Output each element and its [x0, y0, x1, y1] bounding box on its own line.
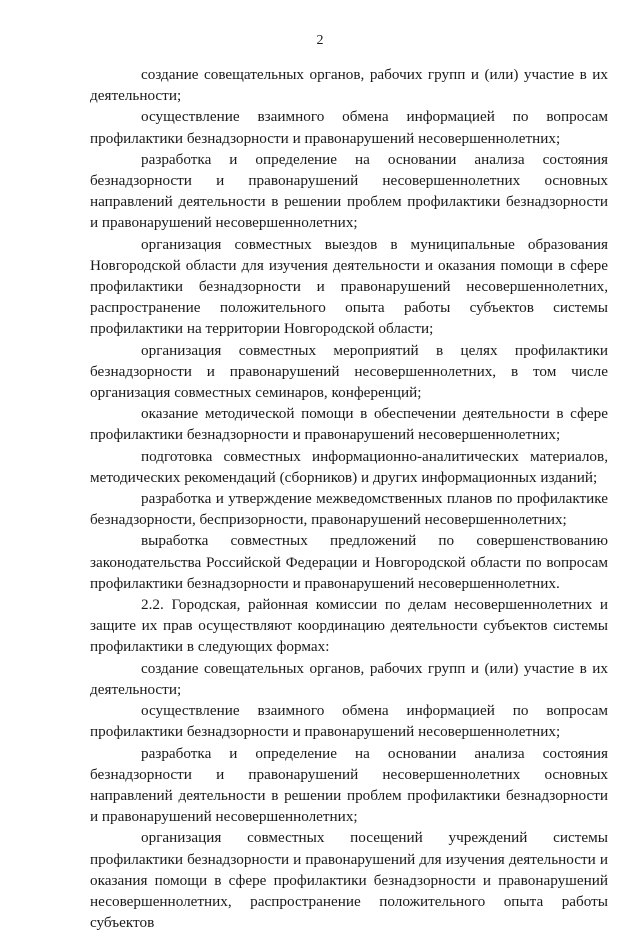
page-number: 2	[316, 33, 324, 48]
paragraph: разработка и определение на основании анализа состояния безнадзорности и правонарушений несовершеннолетних основных направлений деятельности в решении проблем профилактики безнадзорности и правонарушений несовершеннолетних;	[90, 150, 608, 232]
paragraph: осуществление взаимного обмена информацией по вопросам профилактики безнадзорности и правонарушений несовершеннолетних;	[90, 108, 608, 147]
paragraph: организация совместных выездов в муниципальные образования Новгородской области для изучения деятельности и оказания помощи в сфере профилактики безнадзорности и правонарушений несовершеннолетних, распространение положительного опыта работы субъектов системы профилактики на территории Новгородской области;	[90, 235, 608, 338]
paragraph: создание совещательных органов, рабочих групп и (или) участие в их деятельности;	[90, 66, 608, 105]
document-body	[90, 64, 608, 933]
paragraph: разработка и определение на основании анализа состояния безнадзорности и правонарушений несовершеннолетних основных направлений деятельности в решении проблем профилактики безнадзорности и правонарушений несовершеннолетних;	[90, 744, 608, 826]
paragraph: оказание методической помощи в обеспечении деятельности в сфере профилактики безнадзорности и правонарушений несовершеннолетних;	[90, 405, 608, 444]
paragraph: организация совместных мероприятий в целях профилактики безнадзорности и правонарушений несовершеннолетних, в том числе организация совместных семинаров, конференций;	[90, 341, 608, 402]
paragraph: организация совместных посещений учреждений системы профилактики безнадзорности и правонарушений для изучения деятельности и оказания помощи в сфере профилактики безнадзорности и правонарушений несовершеннолетних, распространение положительного опыта работы субъектов	[90, 829, 608, 932]
paragraph: осуществление взаимного обмена информацией по вопросам профилактики безнадзорности и правонарушений несовершеннолетних;	[90, 702, 608, 741]
paragraph: разработка и утверждение межведомственных планов по профилактике безнадзорности, беспризорности, правонарушений несовершеннолетних;	[90, 490, 608, 529]
paragraph: подготовка совместных информационно-аналитических материалов, методических рекомендаций (сборников) и других информационных изданий;	[90, 447, 608, 486]
paragraph: выработка совместных предложений по совершенствованию законодательства Российской Федерации и Новгородской области по вопросам профилактики безнадзорности и правонарушений несовершеннолетних.	[90, 532, 608, 592]
section-2-2-paragraph: 2.2. Городская, районная комиссии по делам несовершеннолетних и защите их прав осуществляют координацию деятельности субъектов системы профилактики в следующих формах:	[90, 596, 608, 656]
paragraph: создание совещательных органов, рабочих групп и (или) участие в их деятельности;	[90, 659, 608, 698]
